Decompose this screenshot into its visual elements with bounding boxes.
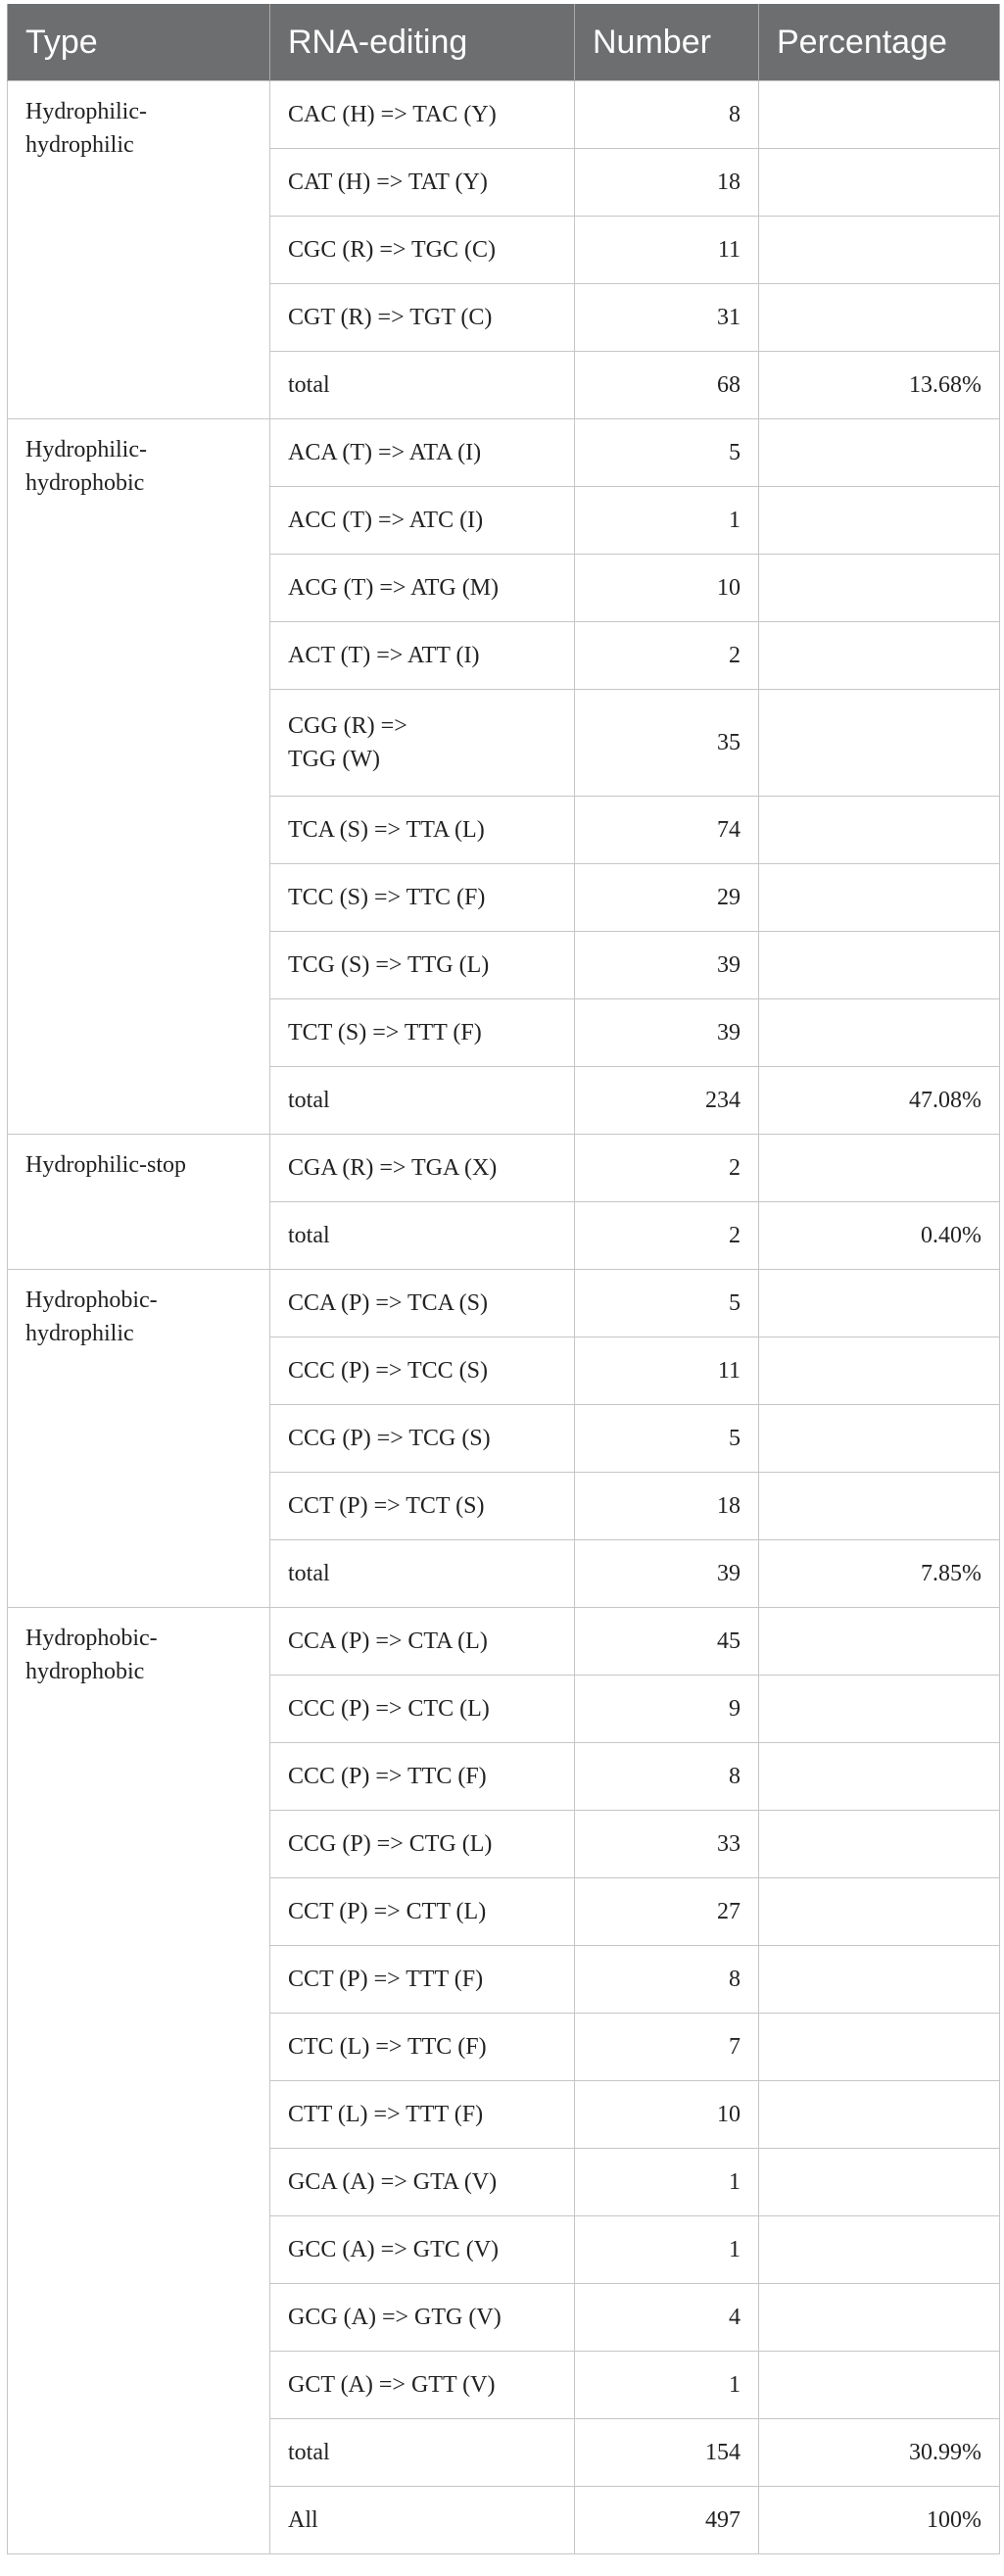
percentage-cell <box>759 2081 1000 2149</box>
rna-editing-cell <box>270 81 575 149</box>
percentage-cell <box>759 2352 1000 2419</box>
percentage-cell <box>759 690 1000 797</box>
number-cell: 11 <box>575 1337 759 1405</box>
percentage-cell <box>759 217 1000 284</box>
rna-editing-text: CCA (P) => CTA (L) <box>288 1628 488 1654</box>
percentage-cell <box>759 149 1000 217</box>
header-rna-editing: RNA-editing <box>270 4 575 81</box>
percentage-cell <box>759 2216 1000 2284</box>
rna-editing-cell <box>270 149 575 217</box>
number-cell: 5 <box>575 1405 759 1473</box>
rna-editing-cell <box>270 1676 575 1743</box>
rna-editing-cell <box>270 2216 575 2284</box>
rna-editing-text: CGC (R) => TGC (C) <box>288 237 496 263</box>
rna-editing-text: TCT (S) => TTT (F) <box>288 1020 482 1045</box>
rna-editing-cell <box>270 1473 575 1540</box>
rna-editing-text: ACA (T) => ATA (I) <box>288 440 482 465</box>
percentage-cell <box>759 932 1000 999</box>
total-percentage: 7.85% <box>759 1540 1000 1608</box>
rna-editing-cell <box>270 690 575 797</box>
type-cell <box>8 1270 270 1608</box>
rna-editing-text: GCA (A) => GTA (V) <box>288 2169 498 2195</box>
rna-editing-text: CAT (H) => TAT (Y) <box>288 170 488 195</box>
rna-editing-cell <box>270 1608 575 1676</box>
type-cell <box>8 81 270 419</box>
number-cell: 11 <box>575 217 759 284</box>
rna-editing-cell <box>270 2352 575 2419</box>
percentage-cell <box>759 1811 1000 1878</box>
all-total-label: All <box>270 2487 575 2554</box>
type-label-line1: Hydrophilic-stop <box>25 1152 186 1178</box>
percentage-cell <box>759 1676 1000 1743</box>
total-number: 234 <box>575 1067 759 1135</box>
percentage-cell <box>759 864 1000 932</box>
total-number: 154 <box>575 2419 759 2487</box>
table-row <box>8 1608 1000 1676</box>
rna-editing-cell <box>270 1878 575 1946</box>
rna-editing-cell <box>270 2081 575 2149</box>
rna-editing-cell <box>270 2284 575 2352</box>
number-cell: 31 <box>575 284 759 352</box>
percentage-cell <box>759 284 1000 352</box>
rna-editing-text: CCT (P) => CTT (L) <box>288 1899 487 1924</box>
rna-editing-cell <box>270 797 575 864</box>
table-row <box>8 419 1000 487</box>
number-cell: 2 <box>575 1135 759 1202</box>
number-cell: 7 <box>575 2014 759 2081</box>
rna-editing-text: CCT (P) => TTT (F) <box>288 1967 484 1992</box>
type-label-line2: hydrophobic <box>25 470 145 496</box>
percentage-cell <box>759 81 1000 149</box>
type-cell <box>8 419 270 1135</box>
header-row <box>8 4 1000 81</box>
type-cell <box>8 1608 270 2554</box>
number-cell: 35 <box>575 690 759 797</box>
table-row <box>8 1135 1000 1202</box>
rna-editing-cell <box>270 487 575 555</box>
rna-editing-cell <box>270 999 575 1067</box>
type-label-line2: hydrophobic <box>25 1659 145 1684</box>
table-body <box>8 81 1000 2554</box>
rna-editing-cell <box>270 555 575 622</box>
number-cell: 9 <box>575 1676 759 1743</box>
rna-editing-cell <box>270 419 575 487</box>
rna-editing-text: GCC (A) => GTC (V) <box>288 2237 500 2262</box>
number-cell: 10 <box>575 2081 759 2149</box>
rna-editing-table <box>7 4 1000 2554</box>
rna-editing-text: CCG (P) => TCG (S) <box>288 1426 491 1451</box>
number-cell: 1 <box>575 487 759 555</box>
number-cell: 10 <box>575 555 759 622</box>
percentage-cell <box>759 1946 1000 2014</box>
all-total-number: 497 <box>575 2487 759 2554</box>
type-label-line2: hydrophilic <box>25 1321 134 1346</box>
percentage-cell <box>759 1878 1000 1946</box>
total-number: 2 <box>575 1202 759 1270</box>
rna-editing-cell <box>270 1337 575 1405</box>
rna-editing-text: GCG (A) => GTG (V) <box>288 2305 502 2330</box>
rna-editing-cell <box>270 864 575 932</box>
all-total-percentage: 100% <box>759 2487 1000 2554</box>
rna-editing-text: GCT (A) => GTT (V) <box>288 2372 496 2398</box>
percentage-cell <box>759 622 1000 690</box>
header-type: Type <box>8 4 270 81</box>
number-cell: 18 <box>575 1473 759 1540</box>
number-cell: 39 <box>575 999 759 1067</box>
number-cell: 74 <box>575 797 759 864</box>
rna-editing-cell <box>270 1946 575 2014</box>
total-label: total <box>270 352 575 419</box>
percentage-cell <box>759 1405 1000 1473</box>
number-cell: 4 <box>575 2284 759 2352</box>
rna-editing-cell <box>270 2149 575 2216</box>
rna-editing-text: CTC (L) => TTC (F) <box>288 2034 487 2060</box>
total-percentage: 30.99% <box>759 2419 1000 2487</box>
rna-editing-cell <box>270 1743 575 1811</box>
number-cell: 29 <box>575 864 759 932</box>
type-label-line1: Hydrophilic- <box>25 437 147 462</box>
type-cell <box>8 1135 270 1270</box>
total-number: 39 <box>575 1540 759 1608</box>
rna-editing-text: ACT (T) => ATT (I) <box>288 643 480 668</box>
rna-editing-text: CCT (P) => TCT (S) <box>288 1493 485 1519</box>
header-percentage: Percentage <box>759 4 1000 81</box>
total-label: total <box>270 2419 575 2487</box>
rna-editing-text: ACC (T) => ATC (I) <box>288 508 484 533</box>
rna-editing-text: TCC (S) => TTC (F) <box>288 885 486 910</box>
percentage-cell <box>759 487 1000 555</box>
percentage-cell <box>759 2014 1000 2081</box>
number-cell: 45 <box>575 1608 759 1676</box>
rna-editing-cell <box>270 1135 575 1202</box>
rna-editing-cell <box>270 284 575 352</box>
percentage-cell <box>759 419 1000 487</box>
total-label: total <box>270 1067 575 1135</box>
percentage-cell <box>759 1608 1000 1676</box>
percentage-cell <box>759 797 1000 864</box>
percentage-cell <box>759 555 1000 622</box>
total-percentage: 13.68% <box>759 352 1000 419</box>
type-label-line1: Hydrophobic- <box>25 1626 158 1651</box>
rna-editing-text: CTT (L) => TTT (F) <box>288 2102 484 2127</box>
table-row <box>8 81 1000 149</box>
rna-editing-cell <box>270 622 575 690</box>
rna-editing-text: TCG (S) => TTG (L) <box>288 952 490 978</box>
number-cell: 8 <box>575 1946 759 2014</box>
header-number: Number <box>575 4 759 81</box>
rna-editing-text: ACG (T) => ATG (M) <box>288 575 500 601</box>
rna-editing-text: CCC (P) => CTC (L) <box>288 1696 490 1722</box>
percentage-cell <box>759 2284 1000 2352</box>
rna-editing-text: CCC (P) => TTC (F) <box>288 1764 487 1789</box>
percentage-cell <box>759 1270 1000 1337</box>
rna-editing-cell <box>270 1405 575 1473</box>
total-label: total <box>270 1540 575 1608</box>
rna-editing-text: CGT (R) => TGT (C) <box>288 305 493 330</box>
number-cell: 5 <box>575 419 759 487</box>
total-number: 68 <box>575 352 759 419</box>
number-cell: 8 <box>575 1743 759 1811</box>
total-label: total <box>270 1202 575 1270</box>
rna-editing-cell <box>270 1270 575 1337</box>
table-row <box>8 1270 1000 1337</box>
rna-editing-cell <box>270 1811 575 1878</box>
number-cell: 2 <box>575 622 759 690</box>
type-label-line1: Hydrophobic- <box>25 1288 158 1313</box>
percentage-cell <box>759 999 1000 1067</box>
rna-editing-text: CCA (P) => TCA (S) <box>288 1290 488 1316</box>
rna-editing-text: CCG (P) => CTG (L) <box>288 1831 493 1857</box>
type-label-line2: hydrophilic <box>25 132 134 158</box>
number-cell: 8 <box>575 81 759 149</box>
percentage-cell <box>759 1135 1000 1202</box>
percentage-cell <box>759 1743 1000 1811</box>
rna-editing-text-line2: TGG (W) <box>288 747 380 772</box>
number-cell: 1 <box>575 2149 759 2216</box>
type-label-line1: Hydrophilic- <box>25 99 147 124</box>
rna-editing-text: CGG (R) => <box>288 713 407 739</box>
rna-editing-text: TCA (S) => TTA (L) <box>288 817 485 843</box>
percentage-cell <box>759 2149 1000 2216</box>
number-cell: 18 <box>575 149 759 217</box>
number-cell: 5 <box>575 1270 759 1337</box>
percentage-cell <box>759 1473 1000 1540</box>
rna-editing-cell <box>270 217 575 284</box>
rna-editing-cell <box>270 932 575 999</box>
total-percentage: 0.40% <box>759 1202 1000 1270</box>
rna-editing-text: CCC (P) => TCC (S) <box>288 1358 488 1384</box>
total-percentage: 47.08% <box>759 1067 1000 1135</box>
number-cell: 1 <box>575 2352 759 2419</box>
rna-editing-cell <box>270 2014 575 2081</box>
number-cell: 39 <box>575 932 759 999</box>
rna-editing-text: CGA (R) => TGA (X) <box>288 1155 498 1181</box>
number-cell: 1 <box>575 2216 759 2284</box>
rna-editing-text: CAC (H) => TAC (Y) <box>288 102 497 127</box>
number-cell: 27 <box>575 1878 759 1946</box>
percentage-cell <box>759 1337 1000 1405</box>
number-cell: 33 <box>575 1811 759 1878</box>
